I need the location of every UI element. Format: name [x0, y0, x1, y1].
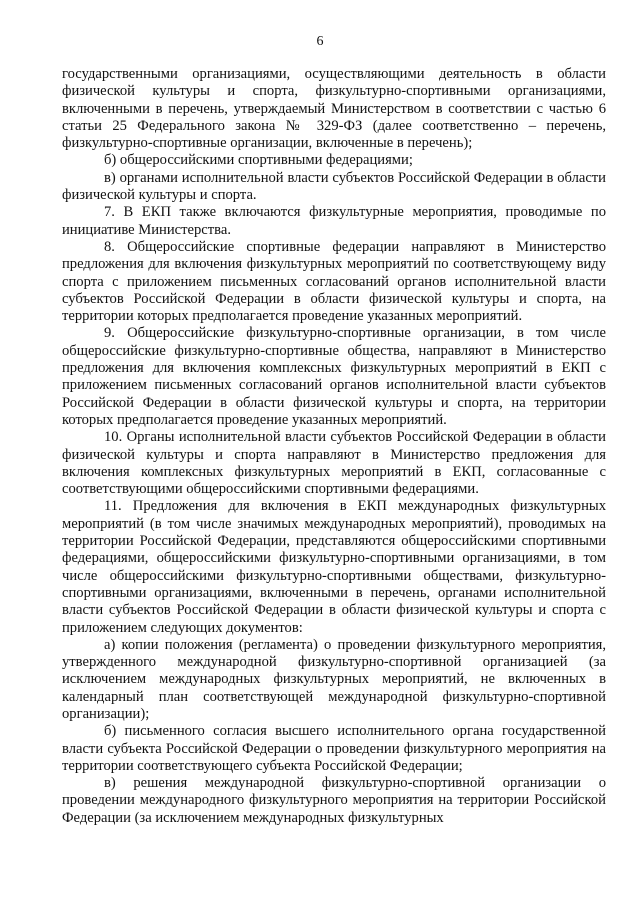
- page-number: 6: [316, 34, 324, 49]
- paragraph-9: 9. Общероссийские физкультурно-спортивные организации, в том числе общероссийские физкультурно-спортивные общества, направляют в Министерство предложения для включения комплексных физкультурных мероприятий в ЕКП с приложением письменных согласований органов исполнительной власти субъектов Российской Федерации в области физической культуры и спорта, на территории которых предполагается проведение указанных мероприятий.: [62, 325, 606, 428]
- paragraph-item-v-regional-authorities: в) органами исполнительной власти субъектов Российской Федерации в области физической культуры и спорта.: [62, 169, 606, 204]
- paragraph-11-item-b: б) письменного согласия высшего исполнительного органа государственной власти субъекта Российской Федерации о проведении физкультурного мероприятия на территории соответствующего субъекта Российской Федерации;: [62, 723, 606, 774]
- document-body: [62, 66, 606, 827]
- paragraph-10: 10. Органы исполнительной власти субъектов Российской Федерации в области физической культуры и спорта направляют в Министерство предложения для включения комплексных физкультурных мероприятий в ЕКП, согласованные с соответствующими общероссийскими спортивными федерациями.: [62, 429, 606, 498]
- paragraph-7: 7. В ЕКП также включаются физкультурные мероприятия, проводимые по инициативе Министерства.: [62, 204, 606, 238]
- paragraph-continuation: государственными организациями, осуществляющими деятельность в области физической культуры и спорта, физкультурно-спортивными организациями, включенными в перечень, утверждаемый Министерством в соответствии с частью 6 статьи 25 Федерального закона № 329-ФЗ (далее соответственно – перечень, физкультурно-спортивные организации, включенные в перечень);: [62, 66, 606, 152]
- paragraph-item-b-federations: б) общероссийскими спортивными федерациями;: [104, 152, 413, 169]
- paragraph-11: 11. Предложения для включения в ЕКП международных физкультурных мероприятий (в том числе значимых международных мероприятий), проводимых на территории Российской Федерации, представляются общероссийскими спортивными федерациями, общероссийскими физкультурно-спортивными организациями, в том числе общероссийскими физкультурно-спортивными обществами, физкультурно-спортивными организациями, включенными в перечень, органами исполнительной власти субъектов Российской Федерации в области физической культуры и спорта с приложением следующих документов:: [62, 498, 606, 636]
- paragraph-11-item-v: в) решения международной физкультурно-спортивной организации о проведении международного физкультурного мероприятия на территории Российской Федерации (за исключением международных физкультурных: [62, 775, 606, 826]
- paragraph-8: 8. Общероссийские спортивные федерации направляют в Министерство предложения для включения физкультурных мероприятий по соответствующему виду спорта с приложением письменных согласований органов исполнительной власти субъектов Российской Федерации в области физической культуры и спорта, на территории которых предполагается проведение указанных мероприятий.: [62, 238, 606, 325]
- paragraph-11-item-a: а) копии положения (регламента) о проведении физкультурного мероприятия, утвержденного международной физкультурно-спортивной организацией (за исключением международных физкультурных мероприятий, не включенных в календарный план соответствующей международной физкультурно-спортивной организации);: [62, 636, 606, 722]
